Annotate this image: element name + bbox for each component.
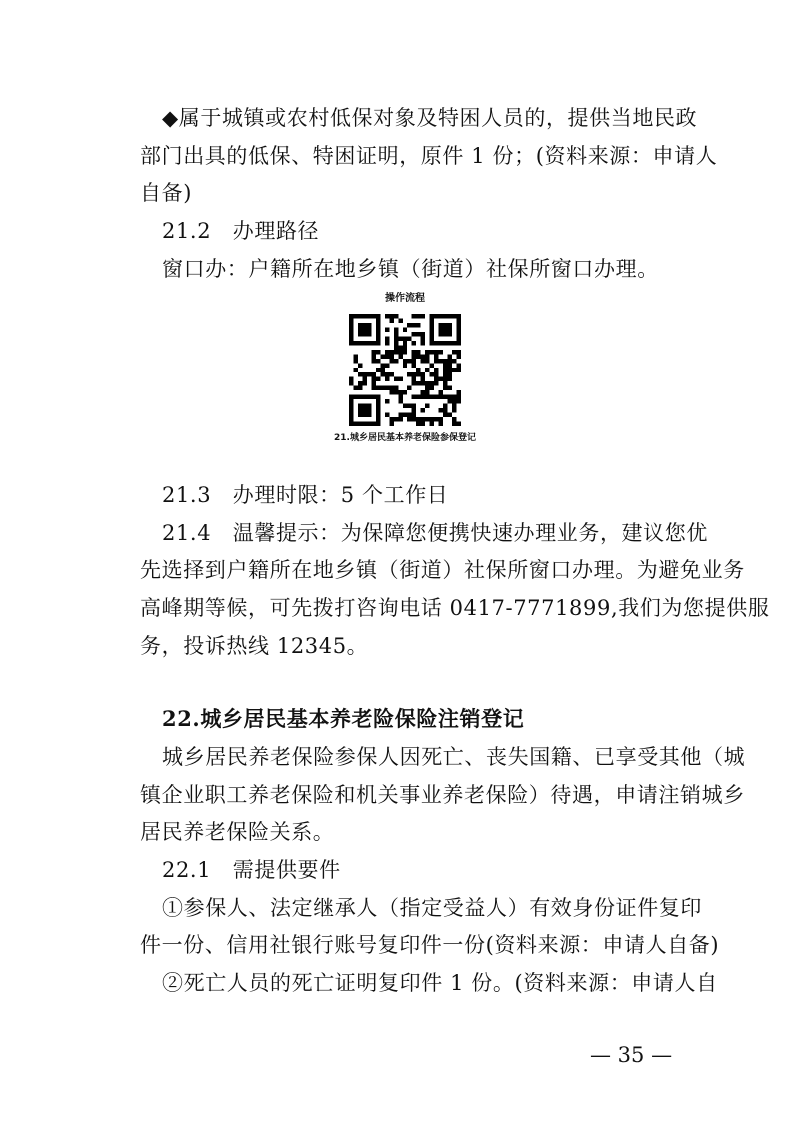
text-line: 先选择到户籍所在地乡镇（街道）社保所窗口办理。为避免业务	[140, 558, 745, 582]
text-line: 窗口办：户籍所在地乡镇（街道）社保所窗口办理。	[162, 257, 659, 281]
section-heading-21-4: 21.4 温馨提示：为保障您便携快速办理业务，建议您优	[162, 521, 708, 545]
page-number: — 35 —	[590, 1043, 673, 1067]
qr-code	[349, 314, 461, 426]
text-line: 高峰期等候，可先拨打咨询电话 0417-7771899,我们为您提供服	[140, 596, 770, 620]
qr-title: 操作流程	[385, 293, 425, 304]
text-line: 件一份、信用社银行账号复印件一份(资料来源：申请人自备)	[140, 933, 720, 957]
qr-block	[325, 292, 485, 444]
text-line: ①参保人、法定继承人（指定受益人）有效身份证件复印	[162, 896, 702, 920]
text-line: ◆属于城镇或农村低保对象及特困人员的，提供当地民政	[162, 106, 698, 130]
text-line: ②死亡人员的死亡证明复印件 1 份。(资料来源：申请人自	[162, 971, 718, 995]
text-line: 部门出具的低保、特困证明，原件 1 份；(资料来源：申请人	[140, 144, 718, 168]
text-line: 务，投诉热线 12345。	[140, 634, 369, 658]
section-heading-22-1: 22.1 需提供要件	[162, 858, 341, 882]
text-line: 居民养老保险关系。	[140, 820, 335, 844]
text-line: 镇企业职工养老保险和机关事业养老保险）待遇，申请注销城乡	[140, 783, 745, 807]
section-heading-21-2: 21.2 办理路径	[162, 219, 320, 243]
qr-caption: 21.城乡居民基本养老保险参保登记	[334, 433, 476, 443]
section-heading-22: 22.城乡居民基本养老险保险注销登记	[162, 706, 525, 731]
text-line: 自备)	[140, 181, 192, 205]
text-line: 城乡居民养老保险参保人因死亡、丧失国籍、已享受其他（城	[162, 745, 746, 769]
section-heading-21-3: 21.3 办理时限：5 个工作日	[162, 483, 449, 507]
